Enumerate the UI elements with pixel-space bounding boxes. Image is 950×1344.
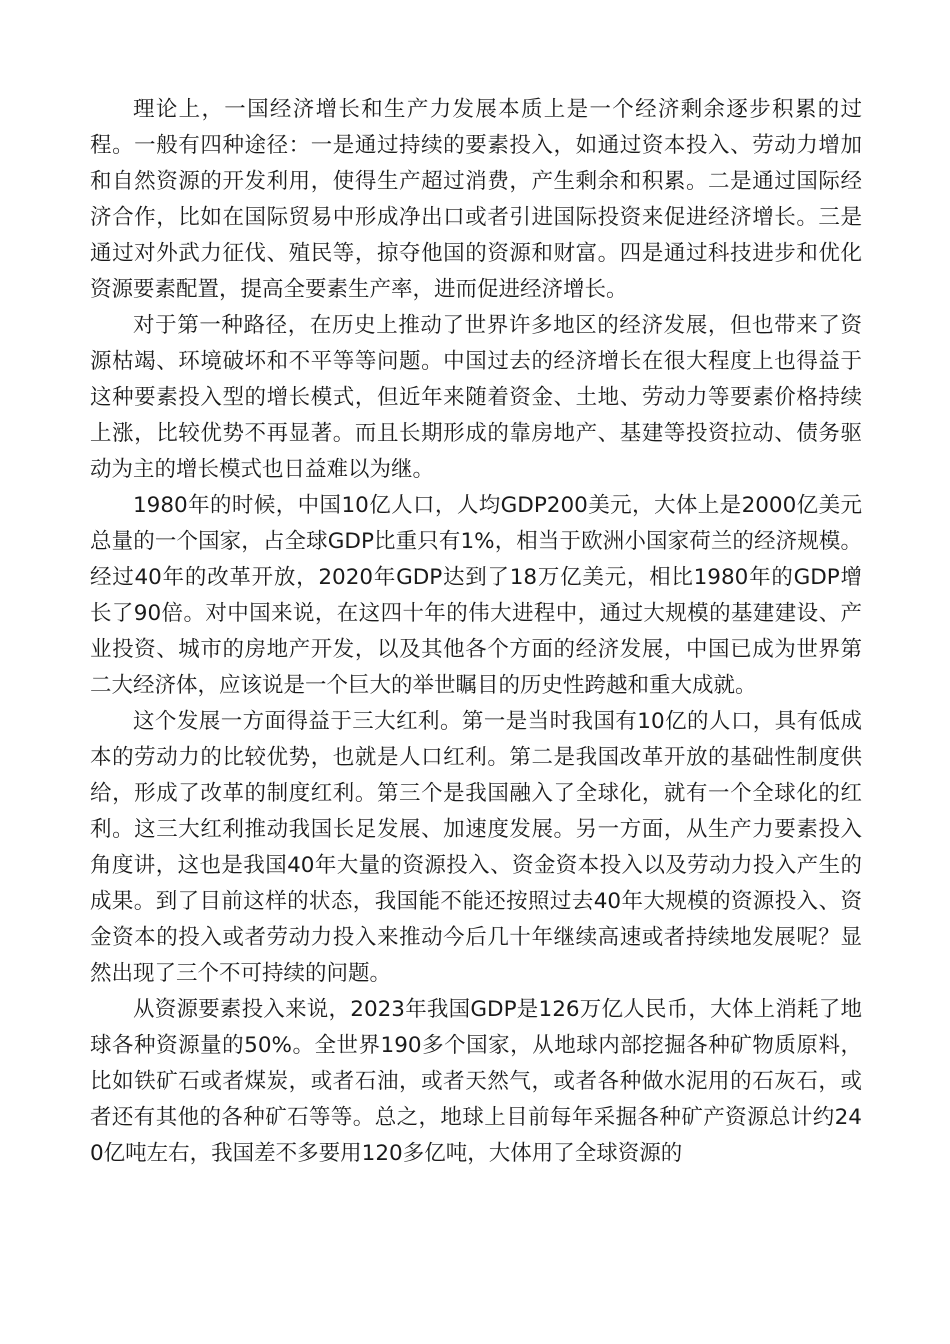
paragraph: 对于第一种路径，在历史上推动了世界许多地区的经济发展，但也带来了资源枯竭、环境破坏和不平等等问题。中国过去的经济增长在很大程度上也得益于这种要素投入型的增长模式，但近年来随着资金、土地、劳动力等要素价格持续上涨，比较优势不再显著。而且长期形成的靠房地产、基建等投资拉动、债务驱动为主的增长模式也日益难以为继。 xyxy=(90,313,862,482)
document-page xyxy=(90,92,862,1172)
paragraph: 从资源要素投入来说，2023年我国GDP是126万亿人民币，大体上消耗了地球各种资源量的50%。全世界190多个国家，从地球内部挖掘各种矿物质原料，比如铁矿石或者煤炭，或者石油，或者天然气，或者各种做水泥用的石灰石，或者还有其他的各种矿石等等。总之，地球上目前每年采掘各种矿产资源总计约240亿吨左右，我国差不多要用120多亿吨，大体用了全球资源的 xyxy=(90,997,862,1166)
paragraph: 理论上，一国经济增长和生产力发展本质上是一个经济剩余逐步积累的过程。一般有四种途径：一是通过持续的要素投入，如通过资本投入、劳动力增加和自然资源的开发利用，使得生产超过消费，产生剩余和积累。二是通过国际经济合作，比如在国际贸易中形成净出口或者引进国际投资来促进经济增长。三是通过对外武力征伐、殖民等，掠夺他国的资源和财富。四是通过科技进步和优化资源要素配置，提高全要素生产率，进而促进经济增长。 xyxy=(90,97,862,302)
paragraph: 这个发展一方面得益于三大红利。第一是当时我国有10亿的人口，具有低成本的劳动力的比较优势，也就是人口红利。第二是我国改革开放的基础性制度供给，形成了改革的制度红利。第三个是我国融入了全球化，就有一个全球化的红利。这三大红利推动我国长足发展、加速度发展。另一方面，从生产力要素投入角度讲，这也是我国40年大量的资源投入、资金资本投入以及劳动力投入产生的成果。到了目前这样的状态，我国能不能还按照过去40年大规模的资源投入、资金资本的投入或者劳动力投入来推动今后几十年继续高速或者持续地发展呢？显然出现了三个不可持续的问题。 xyxy=(90,709,862,986)
paragraph: 1980年的时候，中国10亿人口，人均GDP200美元，大体上是2000亿美元总量的一个国家，占全球GDP比重只有1%，相当于欧洲小国家荷兰的经济规模。经过40年的改革开放，2020年GDP达到了18万亿美元，相比1980年的GDP增长了90倍。对中国来说，在这四十年的伟大进程中，通过大规模的基建建设、产业投资、城市的房地产开发，以及其他各个方面的经济发展，中国已成为世界第二大经济体，应该说是一个巨大的举世瞩目的历史性跨越和重大成就。 xyxy=(90,493,862,698)
